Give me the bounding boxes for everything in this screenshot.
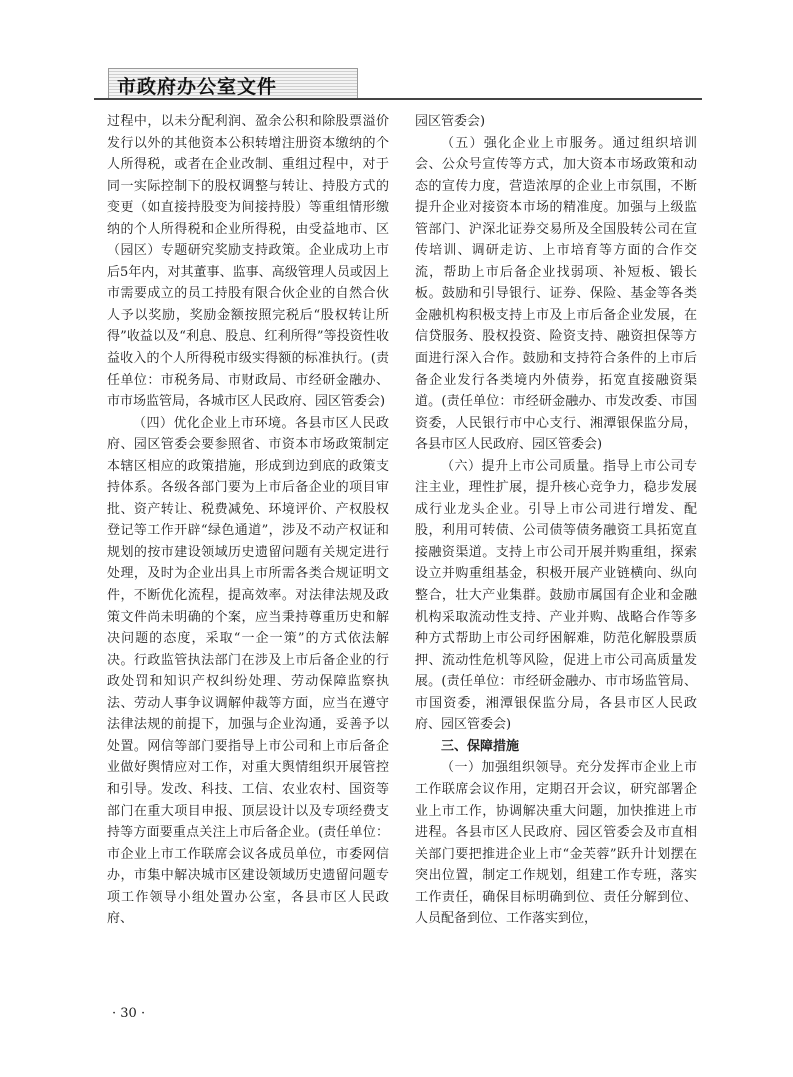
running-header	[94, 68, 702, 102]
paragraph-improve-quality: （六）提升上市公司质量。指导上市公司专注主业，理性扩展，提升核心竞争力，稳步发展成行业龙头企业。引导上市公司进行增发、配股，利用可转债、公司债等债务融资工具拓宽直接融资渠道。支持上市公司开展并购重组，探索设立并购重组基金，积极开展产业链横向、纵向整合，壮大产业集群。鼓励市属国有企业和金融机构采取流动性支持、产业并购、战略合作等多种方式帮助上市公司纾困解难，防范化解股票质押、流动性危机等风险，促进上市公司高质量发展。(责任单位：市经研金融办、市市场监管局、市国资委，湘潭银保监分局，各县市区人民政府、园区管委会)	[415, 458, 697, 733]
left-column	[107, 111, 389, 930]
page-number: · 30 ·	[112, 1006, 146, 1021]
header-title-box	[108, 68, 358, 100]
header-title: 市政府办公室文件	[117, 76, 278, 98]
paragraph-continued: 过程中，以未分配利润、盈余公积和除股票溢价发行以外的其他资本公积转增注册资本缴纳的个人所得税，或者在企业改制、重组过程中，对于同一实际控制下的股权调整与转让、持股方式的变更（如直接持股变为间接持股）等重组情形缴纳的个人所得税和企业所得税，由受益地市、区（园区）专题研究奖励支持政策。企业成功上市后5年内，对其董事、监事、高级管理人员或因上市需要成立的员工持股有限合伙企业的自然合伙人予以奖励，奖励金额按照完税后“股权转让所得”收益以及“利息、股息、红利所得”等投资性收益收入的个人所得税市级实得额的标准执行。(责任单位：市税务局、市财政局、市经研金融办、市市场监管局，各城市区人民政府、园区管委会)	[107, 114, 389, 410]
header-rule	[94, 98, 702, 100]
paragraph-optimize-environment: （四）优化企业上市环境。各县市区人民政府、园区管委会要参照省、市资本市场政策制定本辖区相应的政策措施，形成到边到底的政策支持体系。各级各部门要为上市后备企业的项目审批、资产转让、税费减免、环境评价、产权股权登记等工作开辟“绿色通道”，涉及不动产权证和规划的按市建设领域历史遗留问题有关规定进行处理，及时为企业出具上市所需各类合规证明文件，不断优化流程，提高效率。对法律法规及政策文件尚未明确的个案，应当秉持尊重历史和解决问题的态度，采取“一企一策”的方式依法解决。行政监管执法部门在涉及上市后备企业的行政处罚和知识产权纠纷处理、劳动保障监察执法、劳动人事争议调解仲裁等方面，应当在遵守法律法规的前提下，加强与企业沟通，妥善予以处置。网信等部门要指导上市公司和上市后备企业做好舆情应对工作，对重大舆情组织开展管控和引导。发改、科技、工信、农业农村、国资等部门在重大项目申报、顶层设计以及专项经费支持等方面要重点关注上市后备企业。(责任单位：市企业上市工作联席会议各成员单位，市委网信办，市集中解决城市区建设领域历史遗留问题专项工作领导小组处置办公室，各县市区人民政府、	[107, 415, 389, 927]
paragraph-organizational-leadership: （一）加强组织领导。充分发挥市企业上市工作联席会议作用，定期召开会议，研究部署企业上市工作，协调解决重大问题，加快推进上市进程。各县市区人民政府、园区管委会及市直相关部门要把推进企业上市“金芙蓉”跃升计划摆在突出位置，制定工作规划，组建工作专班，落实工作责任，确保目标明确到位、责任分解到位、人员配备到位、工作落实到位，	[415, 760, 697, 927]
paragraph-strengthen-service: （五）强化企业上市服务。通过组织培训会、公众号宣传等方式，加大资本市场政策和动态的宣传力度，营造浓厚的企业上市氛围，不断提升企业对接资本市场的精准度。加强与上级监管部门、沪深北证券交易所及全国股转公司在宣传培训、调研走访、上市培育等方面的合作交流，帮助上市后备企业找弱项、补短板、锻长板。鼓励和引导银行、证券、保险、基金等各类金融机构积极支持上市及上市后备企业发展，在信贷服务、股权投资、险资支持、融资担保等方面进行深入合作。鼓励和支持符合条件的上市后备企业发行各类境内外债券，拓宽直接融资渠道。(责任单位：市经研金融办、市发改委、市国资委，人民银行市中心支行、湘潭银保监分局，各县市区人民政府、园区管委会)	[415, 135, 697, 453]
right-column	[415, 111, 697, 930]
paragraph-continued-right: 园区管委会)	[415, 114, 486, 129]
section-heading-safeguards: 三、保障措施	[441, 738, 520, 754]
